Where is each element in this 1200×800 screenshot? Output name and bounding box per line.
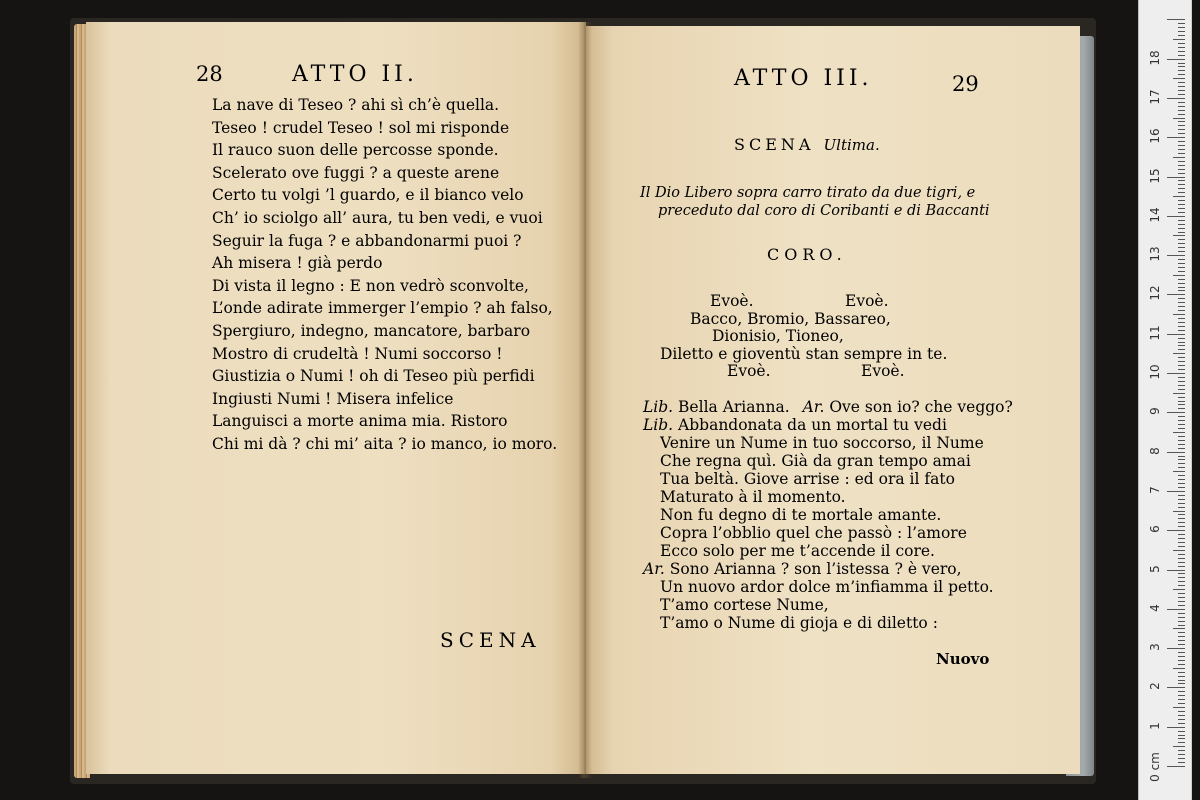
scene-title <box>734 135 880 154</box>
ruler-tick <box>1178 408 1185 409</box>
ruler-tick <box>1173 707 1185 708</box>
right-catchword: Nuovo <box>936 650 990 668</box>
ruler-tick <box>1173 157 1185 158</box>
ruler-tick <box>1178 577 1185 578</box>
ruler-tick <box>1178 361 1185 362</box>
ruler-tick <box>1178 86 1185 87</box>
ruler-tick <box>1167 687 1185 688</box>
verse-line: Di vista il legno : E non vedrò sconvolte, <box>212 276 529 295</box>
ruler-tick <box>1178 169 1185 170</box>
ruler-tick <box>1178 762 1185 763</box>
ruler-tick <box>1178 676 1185 677</box>
ruler-tick <box>1178 758 1185 759</box>
verse-line: Teseo ! crudel Teseo ! sol mi risponde <box>212 118 510 137</box>
chorus-line: Diletto e gioventù stan sempre in te. <box>660 345 948 363</box>
ruler-tick <box>1178 318 1185 319</box>
ruler-tick <box>1178 35 1185 36</box>
ruler-tick <box>1178 212 1185 213</box>
ruler-number: 5 <box>1148 564 1162 573</box>
ruler-tick <box>1178 357 1185 358</box>
ruler-tick <box>1178 232 1185 233</box>
ruler-tick <box>1178 385 1185 386</box>
ruler-tick <box>1178 487 1185 488</box>
ruler-tick <box>1178 404 1185 405</box>
ruler-tick <box>1178 330 1185 331</box>
ruler-tick <box>1167 137 1185 138</box>
ruler-tick <box>1178 141 1185 142</box>
ruler-tick <box>1178 322 1185 323</box>
ruler-tick <box>1178 750 1185 751</box>
ruler-tick <box>1173 432 1185 433</box>
ruler-tick <box>1178 397 1185 398</box>
ruler-tick <box>1178 424 1185 425</box>
ruler-tick <box>1178 566 1185 567</box>
ruler-tick <box>1178 558 1185 559</box>
ruler-tick <box>1178 306 1185 307</box>
ruler-number: 18 <box>1148 49 1162 66</box>
ruler-number: 12 <box>1148 285 1162 302</box>
left-page-header: ATTO II. <box>292 62 418 87</box>
ruler-tick <box>1178 184 1185 185</box>
ruler-tick <box>1167 334 1185 335</box>
ruler-tick <box>1178 475 1185 476</box>
ruler-tick <box>1178 703 1185 704</box>
ruler-tick <box>1178 440 1185 441</box>
ruler-tick <box>1178 129 1185 130</box>
ruler-tick <box>1178 683 1185 684</box>
ruler-number: 16 <box>1148 128 1162 144</box>
ruler-tick <box>1178 436 1185 437</box>
ruler-tick <box>1173 668 1185 669</box>
ruler-tick <box>1178 495 1185 496</box>
ruler-tick <box>1178 287 1185 288</box>
ruler-tick <box>1178 562 1185 563</box>
ruler-tick <box>1178 326 1185 327</box>
speaker-label: Ar. <box>802 398 825 416</box>
ruler-number: 10 <box>1148 364 1162 380</box>
ruler-tick <box>1178 695 1185 696</box>
ruler-tick <box>1178 605 1185 606</box>
ruler-tick <box>1178 239 1185 240</box>
ruler-tick <box>1178 723 1185 724</box>
verse-line: Seguir la fuga ? e abbandonarmi puoi ? <box>212 231 522 250</box>
ruler-tick <box>1178 263 1185 264</box>
ruler-tick <box>1178 459 1185 460</box>
ruler-tick <box>1178 110 1185 111</box>
ruler-number: 6 <box>1148 525 1162 534</box>
ruler-tick <box>1178 165 1185 166</box>
dialogue-line: T’amo o Nume di gioja e di diletto : <box>660 614 938 632</box>
speaker-label: Lib. <box>643 416 674 434</box>
dialogue-line <box>643 398 1013 416</box>
dialogue-text: Sono Arianna ? son l’istessa ? è vero, <box>669 560 962 578</box>
ruler-number: 11 <box>1148 325 1162 341</box>
left-catchword: SCENA <box>440 628 541 652</box>
chorus-line: Evoè. <box>861 362 905 380</box>
ruler-tick <box>1178 463 1185 464</box>
ruler-number: 15 <box>1148 167 1162 184</box>
ruler-tick <box>1178 43 1185 44</box>
ruler-tick <box>1167 609 1185 610</box>
ruler-tick <box>1178 514 1185 515</box>
ruler-tick <box>1178 593 1185 594</box>
ruler-tick <box>1178 621 1185 622</box>
ruler-tick <box>1178 369 1185 370</box>
ruler-tick <box>1178 365 1185 366</box>
ruler-tick <box>1173 550 1185 551</box>
ruler-tick <box>1173 196 1185 197</box>
ruler-tick <box>1178 338 1185 339</box>
ruler-tick <box>1178 444 1185 445</box>
ruler-tick <box>1178 636 1185 637</box>
ruler-tick <box>1178 456 1185 457</box>
ruler-number: 9 <box>1148 407 1162 416</box>
ruler-tick <box>1167 452 1185 453</box>
ruler-tick <box>1173 275 1185 276</box>
ruler-tick <box>1178 715 1185 716</box>
ruler-tick <box>1167 216 1185 217</box>
ruler-tick <box>1178 554 1185 555</box>
ruler-tick <box>1167 19 1185 20</box>
ruler-tick <box>1178 742 1185 743</box>
stage-direction-line-2: preceduto dal coro di Coribanti e di Baccanti <box>658 203 990 219</box>
ruler-tick <box>1178 625 1185 626</box>
dialogue-line <box>643 416 947 434</box>
stage-direction-line-1: Il Dio Libero sopra carro tirato da due tigri, e <box>640 185 976 201</box>
ruler-tick <box>1178 82 1185 83</box>
ruler-tick <box>1178 149 1185 150</box>
scene-title-italic: Ultima. <box>823 136 880 154</box>
ruler-tick <box>1178 153 1185 154</box>
ruler-tick <box>1178 699 1185 700</box>
ruler-tick <box>1178 597 1185 598</box>
chorus-line: Evoè. <box>710 292 754 310</box>
ruler-tick <box>1178 680 1185 681</box>
ruler-tick <box>1173 118 1185 119</box>
ruler-tick <box>1178 279 1185 280</box>
ruler-tick <box>1173 314 1185 315</box>
ruler-tick <box>1178 585 1185 586</box>
ruler-number: 13 <box>1148 246 1162 262</box>
ruler-number: 4 <box>1148 603 1162 612</box>
ruler-tick <box>1178 448 1185 449</box>
ruler-tick <box>1178 483 1185 484</box>
ruler-tick <box>1178 719 1185 720</box>
ruler-tick <box>1178 420 1185 421</box>
ruler-tick <box>1167 294 1185 295</box>
dialogue-line: Copra l’obblio quel che passò : l’amore <box>660 524 967 542</box>
ruler-tick <box>1178 691 1185 692</box>
right-page-number: 29 <box>952 72 979 96</box>
verse-line: Ah misera ! già perdo <box>212 254 383 273</box>
book-gutter <box>578 22 592 778</box>
ruler-tick <box>1178 259 1185 260</box>
ruler-number: 3 <box>1148 643 1162 651</box>
ruler-tick <box>1178 247 1185 248</box>
right-page-header: ATTO III. <box>734 66 873 91</box>
ruler-tick <box>1178 228 1185 229</box>
ruler-tick <box>1178 518 1185 519</box>
ruler-tick <box>1178 290 1185 291</box>
speaker-label: Ar. <box>643 560 665 578</box>
ruler-tick <box>1167 570 1185 571</box>
dialogue-text: Ove son io? che veggo? <box>829 398 1013 416</box>
ruler-tick <box>1167 59 1185 60</box>
ruler-tick <box>1178 711 1185 712</box>
verse-line: La nave di Teseo ? ahi sì ch’è quella. <box>212 96 500 114</box>
verse-line: Ingiusti Numi ! Misera infelice <box>212 389 454 408</box>
verse-line: Ch’ io sciolgo all’ aura, tu ben vedi, e vuoi <box>212 209 543 227</box>
ruler-tick <box>1178 738 1185 739</box>
ruler-tick <box>1178 601 1185 602</box>
ruler-tick <box>1178 389 1185 390</box>
ruler-tick <box>1178 640 1185 641</box>
ruler-tick <box>1178 90 1185 91</box>
dialogue-line <box>643 560 962 578</box>
ruler-tick <box>1178 114 1185 115</box>
ruler-tick <box>1178 526 1185 527</box>
scene-title-word: SCENA <box>734 135 815 154</box>
ruler-tick <box>1167 648 1185 649</box>
ruler-tick <box>1173 78 1185 79</box>
ruler-tick <box>1178 581 1185 582</box>
ruler-tick <box>1178 74 1185 75</box>
ruler-tick <box>1178 522 1185 523</box>
dialogue-line: Che regna quì. Già da gran tempo amai <box>660 452 971 470</box>
ruler-tick <box>1178 204 1185 205</box>
ruler-tick <box>1178 145 1185 146</box>
ruler-tick <box>1178 507 1185 508</box>
ruler-tick <box>1178 106 1185 107</box>
ruler-tick <box>1178 664 1185 665</box>
ruler-tick <box>1178 652 1185 653</box>
dialogue-line: Non fu degno di te mortale amante. <box>660 506 942 524</box>
ruler-tick <box>1178 499 1185 500</box>
verse-line: Il rauco suon delle percosse sponde. <box>212 141 499 160</box>
ruler-tick <box>1178 267 1185 268</box>
speaker-label: Lib. <box>643 398 674 416</box>
ruler-tick <box>1178 342 1185 343</box>
ruler-tick <box>1178 283 1185 284</box>
ruler-unit-label: 0 cm <box>1148 752 1162 782</box>
ruler-tick <box>1178 125 1185 126</box>
ruler-tick <box>1178 208 1185 209</box>
ruler-tick <box>1178 94 1185 95</box>
ruler-tick <box>1173 471 1185 472</box>
ruler-tick <box>1178 617 1185 618</box>
ruler-tick <box>1178 377 1185 378</box>
ruler-tick <box>1173 353 1185 354</box>
ruler-tick <box>1173 511 1185 512</box>
ruler-tick <box>1173 39 1185 40</box>
ruler-tick <box>1178 310 1185 311</box>
verse-line: Chi mi dà ? chi mi’ aita ? io manco, io moro. <box>212 435 558 453</box>
ruler-tick <box>1178 133 1185 134</box>
ruler-tick <box>1178 180 1185 181</box>
verse-line: Certo tu volgi ’l guardo, e il bianco velo <box>212 186 524 205</box>
chorus-line: Bacco, Bromio, Bassareo, <box>690 310 891 328</box>
ruler-tick <box>1178 479 1185 480</box>
ruler-number: 1 <box>1148 721 1162 730</box>
ruler-tick <box>1178 381 1185 382</box>
ruler-tick <box>1178 102 1185 103</box>
ruler-tick <box>1178 271 1185 272</box>
ruler-tick <box>1178 754 1185 755</box>
ruler-tick <box>1178 51 1185 52</box>
ruler-tick <box>1178 731 1185 732</box>
ruler-tick <box>1178 173 1185 174</box>
ruler-tick <box>1178 302 1185 303</box>
ruler-tick <box>1178 161 1185 162</box>
ruler-tick <box>1178 538 1185 539</box>
ruler-tick <box>1178 632 1185 633</box>
ruler-tick <box>1178 66 1185 67</box>
ruler-tick <box>1178 660 1185 661</box>
verse-line: Languisci a morte anima mia. Ristoro <box>212 412 508 431</box>
ruler-tick <box>1167 255 1185 256</box>
left-page-number: 28 <box>196 62 223 86</box>
ruler-tick <box>1178 534 1185 535</box>
ruler-tick <box>1167 98 1185 99</box>
ruler-tick <box>1178 735 1185 736</box>
ruler-tick <box>1173 628 1185 629</box>
ruler-tick <box>1173 589 1185 590</box>
measuring-ruler <box>1138 0 1192 800</box>
verse-line: L’onde adirate immerger l’empio ? ah falso, <box>212 299 553 318</box>
ruler-tick <box>1178 23 1185 24</box>
ruler-tick <box>1178 200 1185 201</box>
verse-line: Mostro di crudeltà ! Numi soccorso ! <box>212 344 503 363</box>
dialogue-line: Maturato à il momento. <box>660 488 846 506</box>
verse-line: Spergiuro, indegno, mancatore, barbaro <box>212 322 531 340</box>
ruler-number: 14 <box>1148 207 1162 223</box>
ruler-tick <box>1178 55 1185 56</box>
ruler-tick <box>1173 235 1185 236</box>
ruler-tick <box>1178 70 1185 71</box>
ruler-tick <box>1178 47 1185 48</box>
ruler-tick <box>1178 243 1185 244</box>
ruler-tick <box>1178 467 1185 468</box>
ruler-number: 8 <box>1148 446 1162 455</box>
chorus-line: Evoè. <box>845 292 889 310</box>
ruler-number: 17 <box>1148 89 1162 105</box>
ruler-tick <box>1167 177 1185 178</box>
ruler-tick <box>1167 373 1185 374</box>
chorus-line: Evoè. <box>727 362 771 380</box>
ruler-tick <box>1167 491 1185 492</box>
ruler-tick <box>1178 503 1185 504</box>
ruler-tick <box>1178 644 1185 645</box>
ruler-tick <box>1167 727 1185 728</box>
chorus-line: Dionisio, Tioneo, <box>712 327 844 345</box>
dialogue-text: Bella Arianna. <box>678 398 790 416</box>
ruler-tick <box>1178 672 1185 673</box>
ruler-tick <box>1167 766 1185 767</box>
verse-line: Giustizia o Numi ! oh di Teseo più perfidi <box>212 367 535 386</box>
ruler-tick <box>1173 393 1185 394</box>
ruler-tick <box>1173 746 1185 747</box>
ruler-tick <box>1178 298 1185 299</box>
dialogue-line: Venire un Nume in tuo soccorso, il Nume <box>660 434 984 452</box>
ruler-number: 7 <box>1148 486 1162 494</box>
dialogue-line: Tua beltà. Giove arrise : ed ora il fato <box>660 470 955 488</box>
ruler-tick <box>1178 656 1185 657</box>
ruler-tick <box>1178 27 1185 28</box>
ruler-tick <box>1178 401 1185 402</box>
ruler-number: 2 <box>1148 682 1162 691</box>
verse-line: Scelerato ove fuggi ? a queste arene <box>212 163 500 182</box>
ruler-tick <box>1178 224 1185 225</box>
ruler-tick <box>1178 573 1185 574</box>
ruler-tick <box>1178 121 1185 122</box>
ruler-tick <box>1178 345 1185 346</box>
ruler-tick <box>1167 412 1185 413</box>
ruler-tick <box>1178 546 1185 547</box>
ruler-tick <box>1178 251 1185 252</box>
coro-heading: CORO. <box>767 245 847 264</box>
ruler-tick <box>1178 613 1185 614</box>
ruler-tick <box>1178 31 1185 32</box>
dialogue-line: T’amo cortese Nume, <box>660 596 829 614</box>
ruler-tick <box>1178 542 1185 543</box>
dialogue-text: Abbandonata da un mortal tu vedi <box>678 416 947 434</box>
ruler-tick <box>1178 428 1185 429</box>
ruler-tick <box>1178 188 1185 189</box>
dialogue-line: Un nuovo ardor dolce m’infiamma il petto. <box>660 578 994 596</box>
ruler-tick <box>1178 220 1185 221</box>
ruler-tick <box>1167 530 1185 531</box>
ruler-tick <box>1178 192 1185 193</box>
ruler-tick <box>1178 63 1185 64</box>
dialogue-line: Ecco solo per me t’accende il core. <box>660 542 935 560</box>
ruler-tick <box>1178 349 1185 350</box>
ruler-tick <box>1178 416 1185 417</box>
